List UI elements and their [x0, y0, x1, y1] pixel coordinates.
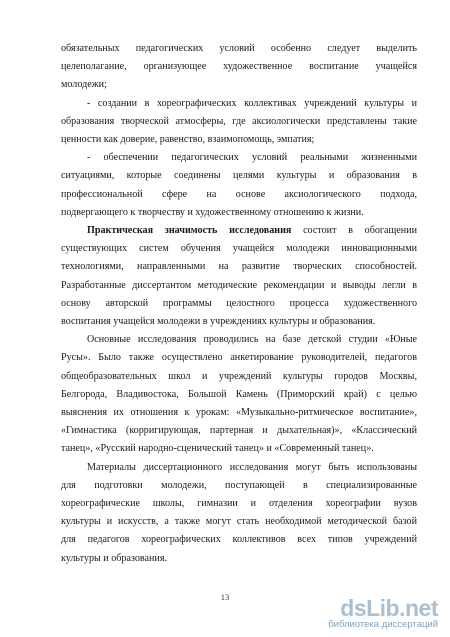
page-number: 13: [220, 592, 230, 602]
text-line: целеполагание, организующее художественное воспитание учащейся: [61, 61, 417, 73]
text-line: общеобразовательных школ и учреждений культуры городов Москвы,: [61, 370, 417, 382]
text-line: Разработанные диссертантом методические рекомендации и выводы легли в: [61, 279, 417, 291]
text-line: для педагогов хореографических коллективов всех типов учреждений: [61, 534, 417, 546]
text-line: выяснения их отношения к урокам: «Музыкально-ритмическое воспитание»,: [61, 407, 417, 419]
text-line: Белгорода, Владивостока, Большой Камень (Приморский край) с целью: [61, 388, 417, 400]
text-line: танец», «Русский народно-сценический танец» и «Современный танец».: [61, 443, 374, 455]
watermark-tagline: библиотека диссертаций: [328, 619, 438, 630]
text-line: для подготовки молодежи, поступающей в специализированные: [61, 479, 417, 491]
text-line: Основные исследования проводились на базе детской студии «Юные: [87, 334, 417, 346]
paragraph-conditions: [61, 40, 417, 222]
text-line: существующих систем обучения учащейся молодежи инновационными: [61, 243, 417, 255]
text-fragment: состоит в обогащении: [291, 225, 417, 237]
text-line: Русы». Было также осуществлено анкетирование руководителей, педагогов: [61, 352, 417, 364]
text-line: хореографические школы, гимназии и отделения хореографии вузов: [61, 498, 417, 510]
text-line: ситуациями, которые соединены целями культуры и образования в: [61, 170, 417, 182]
text-line: [61, 222, 417, 240]
text-line: - обеспечении педагогических условий реальными жизненными: [87, 152, 417, 164]
text-line: молодежи;: [61, 79, 107, 91]
text-line: технологиями, направленными на развитие творческих способностей.: [61, 261, 417, 273]
text-line: воспитания учащейся молодежи в учреждениях культуры и образования.: [61, 316, 376, 328]
watermark-logo: [320, 595, 438, 631]
text-line: «Гимнастика (корригирующая, партерная и дыхательная)», «Классический: [61, 425, 417, 437]
watermark-domain: dsLib.net: [340, 595, 438, 621]
paragraph-research-base: [61, 331, 417, 458]
text-line: подвергающего к творчеству и художественному отношению к жизни.: [61, 206, 364, 218]
text-line: профессиональной сфере на основе аксиологического подхода,: [61, 188, 417, 200]
text-line: культуры и искусств, а также могут стать необходимой методической базой: [61, 516, 417, 528]
text-line: образования творческой атмосферы, где аксиологически представлены такие: [61, 115, 417, 127]
text-line: обязательных педагогических условий особенно следует выделить: [61, 43, 417, 54]
text-line: ценности как доверие, равенство, взаимопомощь, эмпатия;: [61, 134, 315, 146]
paragraph-materials: [61, 459, 417, 568]
text-line: основу авторской программы целостного процесса художественного: [61, 297, 417, 309]
bold-lead: Практическая значимость исследования: [87, 225, 292, 237]
text-line: Материалы диссертационного исследования могут быть использованы: [87, 461, 417, 473]
document-page: [61, 40, 417, 568]
paragraph-practical-significance: [61, 222, 417, 331]
text-line: - создании в хореографических коллективах учреждений культуры и: [87, 97, 417, 109]
text-line: культуры и образования.: [61, 552, 167, 564]
